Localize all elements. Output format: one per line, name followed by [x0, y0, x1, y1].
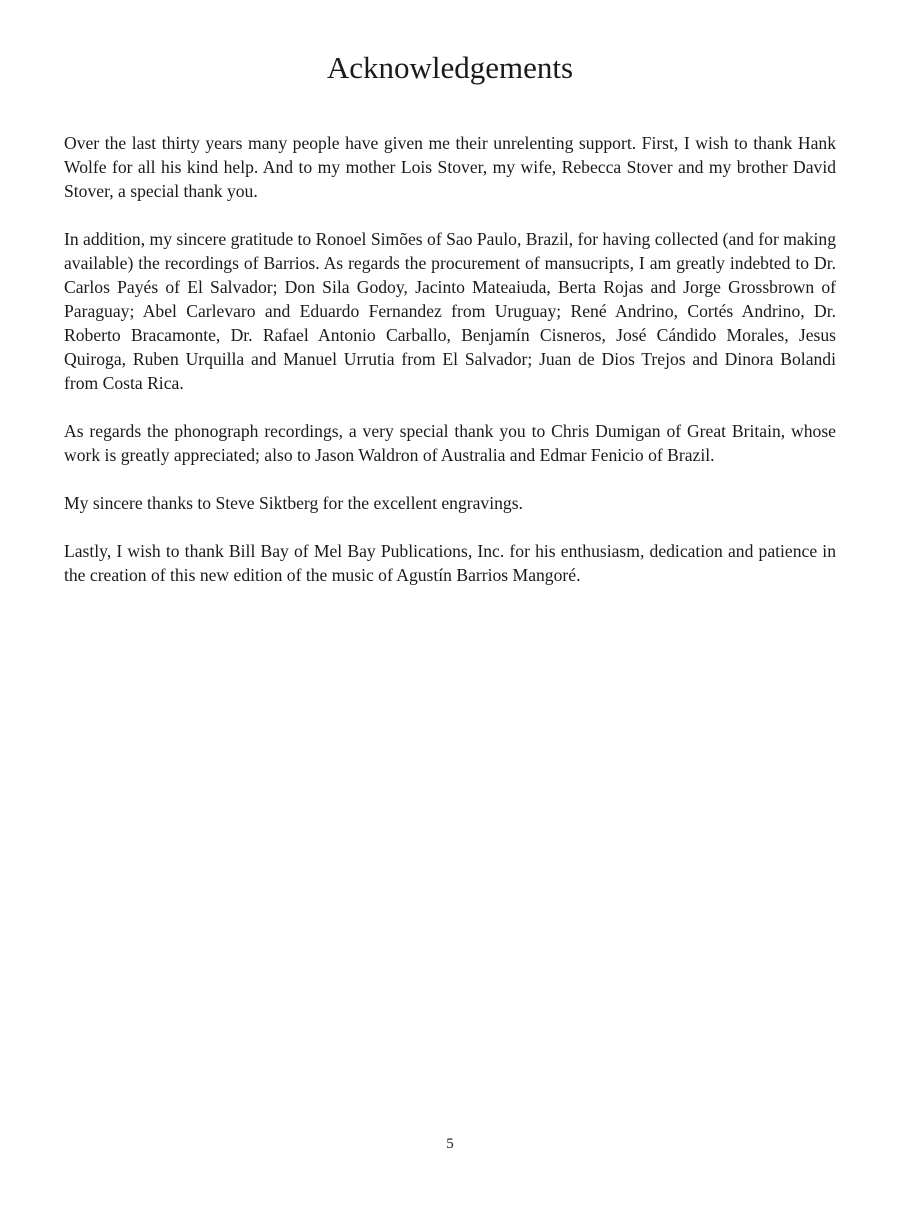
acknowledgements-body: [64, 131, 836, 611]
paragraph-family-thanks: Over the last thirty years many people have given me their unrelenting support. First, I wish to thank Hank Wolfe for all his kind help. And to my mother Lois Stover, my wife, Rebecca Stover and my brother David Stover, a special thank you.: [64, 133, 836, 201]
page-number: 5: [446, 1136, 454, 1152]
paragraph-recordings-thanks: As regards the phonograph recordings, a very special thank you to Chris Dumigan of Great Britain, whose work is greatly appreciated; also to Jason Waldron of Australia and Edmar Fenicio of Brazil.: [64, 421, 836, 465]
paragraph-manuscripts-thanks: In addition, my sincere gratitude to Ronoel Simões of Sao Paulo, Brazil, for having collected (and for making available) the recordings of Barrios. As regards the procurement of mansucripts, I am greatly indebted to Dr. Carlos Payés of El Salvador; Don Sila Godoy, Jacinto Mateaiuda, Berta Rojas and Jorge Grossbrown of Paraguay; Abel Carlevaro and Eduardo Fernandez from Uruguay; René Andrino, Cortés Andrino, Dr. Roberto Bracamonte, Dr. Rafael Antonio Carballo, Benjamín Cisneros, José Cándido Morales, Jesus Quiroga, Ruben Urquilla and Manuel Urrutia from El Salvador; Juan de Dios Trejos and Dinora Bolandi from Costa Rica.: [64, 229, 836, 393]
paragraph-publisher-thanks: Lastly, I wish to thank Bill Bay of Mel Bay Publications, Inc. for his enthusiasm, dedication and patience in the creation of this new edition of the music of Agustín Barrios Mangoré.: [64, 541, 836, 585]
paragraph-engravings-thanks: My sincere thanks to Steve Siktberg for the excellent engravings.: [64, 493, 523, 513]
page-title: Acknowledgements: [326, 50, 574, 85]
